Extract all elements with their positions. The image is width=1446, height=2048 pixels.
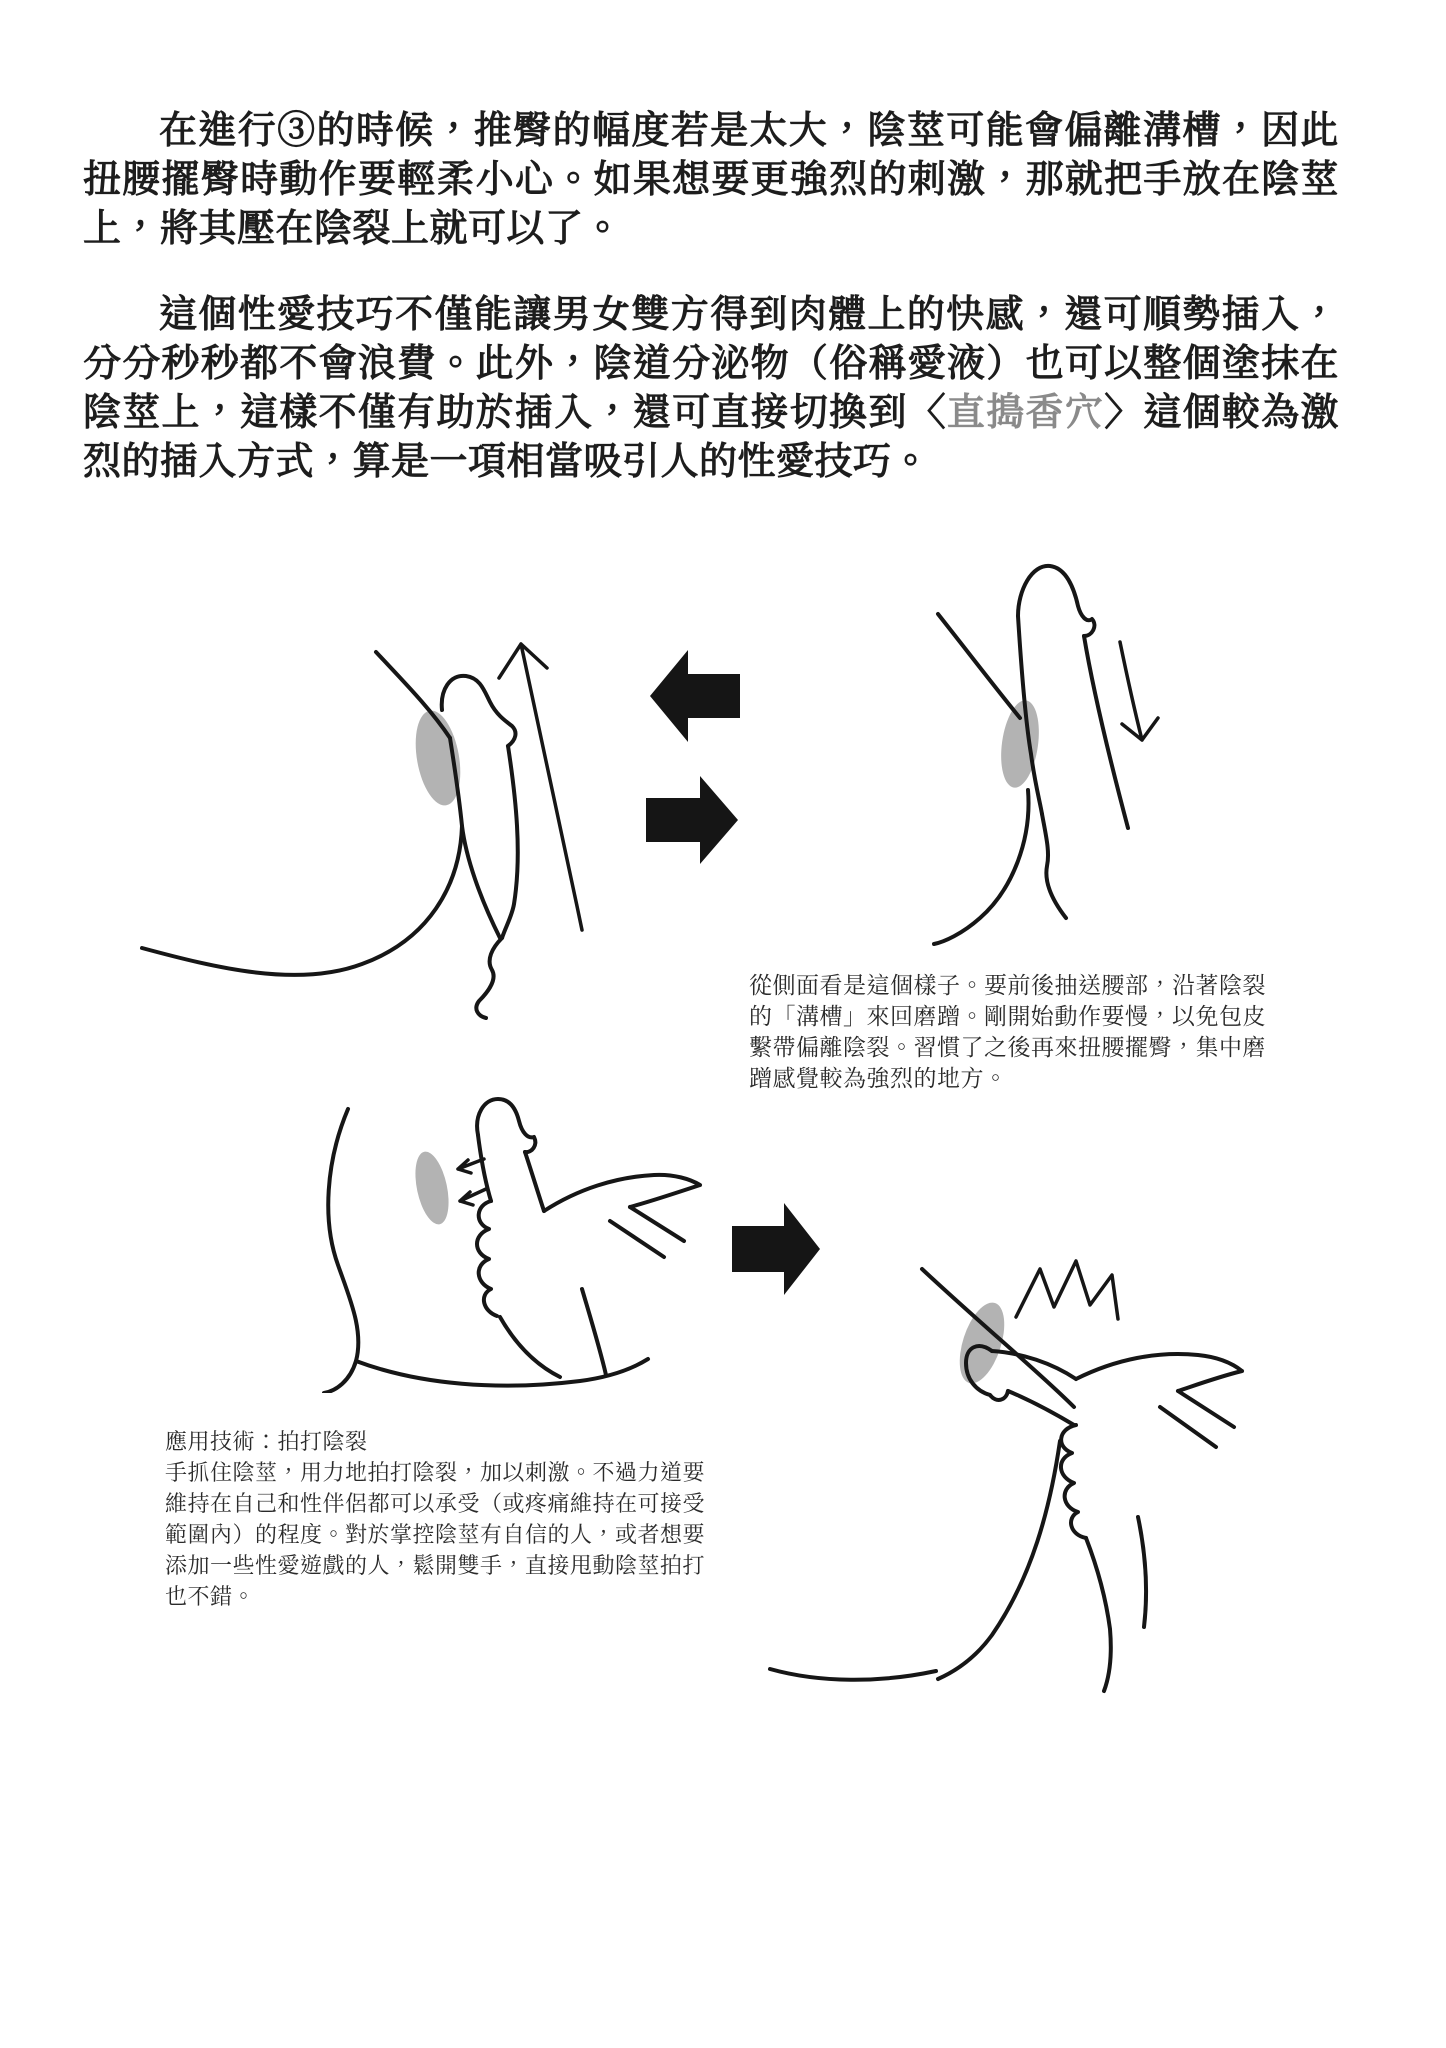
- body-contour: [938, 614, 1020, 718]
- caption-line: 維持在自己和性伴侶都可以承受（或疼痛維持在可接受: [165, 1491, 706, 1516]
- paragraph-1: [83, 107, 1339, 254]
- finger-lines: [610, 1207, 684, 1257]
- wrist-lines: [500, 1289, 606, 1377]
- finger-lines: [1160, 1391, 1234, 1447]
- scrotum-line: [476, 938, 502, 1018]
- body-contour: [376, 652, 450, 738]
- penis-shaft: [992, 1351, 1076, 1425]
- caption-line: 從側面看是這個樣子。要前後抽送腰部，沿著陰裂: [749, 972, 1266, 998]
- paragraph-2-text-after: 〉這個較為激烈的插入方式，算是一項相當吸引人的性愛技巧。: [83, 392, 1339, 483]
- figure-caption-grind: [749, 970, 1329, 1094]
- hand-back: [1076, 1354, 1242, 1391]
- penis-shaft-right: [502, 746, 518, 938]
- up-arrow-icon: [499, 644, 582, 930]
- arrow-left-icon: [650, 650, 740, 742]
- mons-shade: [996, 698, 1044, 790]
- arrow-right-icon: [646, 776, 738, 864]
- hand-back: [544, 1175, 700, 1211]
- caption-line: 蹭感覺較為強烈的地方。: [749, 1065, 1008, 1091]
- figure-caption-slap: [165, 1426, 725, 1612]
- scrotum-line: [1042, 814, 1066, 918]
- paragraph-2: [83, 291, 1339, 487]
- penis-glans: [1018, 566, 1094, 636]
- figure-grind-downstroke: [930, 548, 1410, 968]
- wrist-lines: [1086, 1517, 1146, 1691]
- thigh-contour: [770, 1669, 936, 1680]
- penis-glans: [477, 1099, 535, 1152]
- body-contour: [922, 1269, 1074, 1407]
- fist-knuckles: [1061, 1425, 1086, 1538]
- figure-slap-impact: [760, 1255, 1340, 1705]
- technique-name-highlight: 直搗香穴: [947, 392, 1105, 434]
- caption-line: 也不錯。: [165, 1584, 256, 1609]
- buttock-contour: [934, 790, 1029, 944]
- caption-line: 手抓住陰莖，用力地拍打陰裂，加以刺激。不過力道要: [165, 1460, 706, 1485]
- buttock-contour: [142, 826, 462, 975]
- buttock-contour: [938, 1441, 1060, 1679]
- body-contour: [324, 1109, 358, 1393]
- caption-line: 的「溝槽」來回磨蹭。剛開始動作要慢，以免包皮: [749, 1003, 1266, 1029]
- down-arrow-icon: [1120, 642, 1158, 740]
- paragraph-1-text: 在進行③的時候，推臀的幅度若是太大，陰莖可能會偏離溝槽，因此扭腰擺臀時動作要輕柔小心。如果想要更強烈的刺激，那就把手放在陰莖上，將其壓在陰裂上就可以了。: [83, 110, 1339, 250]
- fist-knuckles: [477, 1201, 497, 1316]
- motion-arrow-icon: [460, 1189, 486, 1205]
- paragraph-2-text-before: 這個性愛技巧不僅能讓男女雙方得到肉體上的快感，還可順勢插入，分分秒秒都不會浪費。此外，陰道分泌物（俗稱愛液）也可以整個塗抹在陰莖上，這樣不僅有助於插入，還可直接切換到〈: [83, 294, 1339, 434]
- caption-line: 範圍內）的程度。對於掌控陰莖有自信的人，或者想要: [165, 1522, 706, 1547]
- caption-title: 應用技術：拍打陰裂: [165, 1429, 368, 1454]
- figure-grind-upstroke: [120, 548, 640, 1023]
- impact-burst-icon: [1016, 1261, 1118, 1319]
- caption-line: 繫帶偏離陰裂。習慣了之後再來扭腰擺臀，集中磨: [749, 1034, 1266, 1060]
- mons-shade: [410, 1149, 455, 1228]
- figure-hand-grip-tap: [140, 1093, 720, 1393]
- penis-shaft-right: [1084, 636, 1128, 828]
- caption-line: 添加一些性愛遊戲的人，鬆開雙手，直接甩動陰莖拍打: [165, 1553, 706, 1578]
